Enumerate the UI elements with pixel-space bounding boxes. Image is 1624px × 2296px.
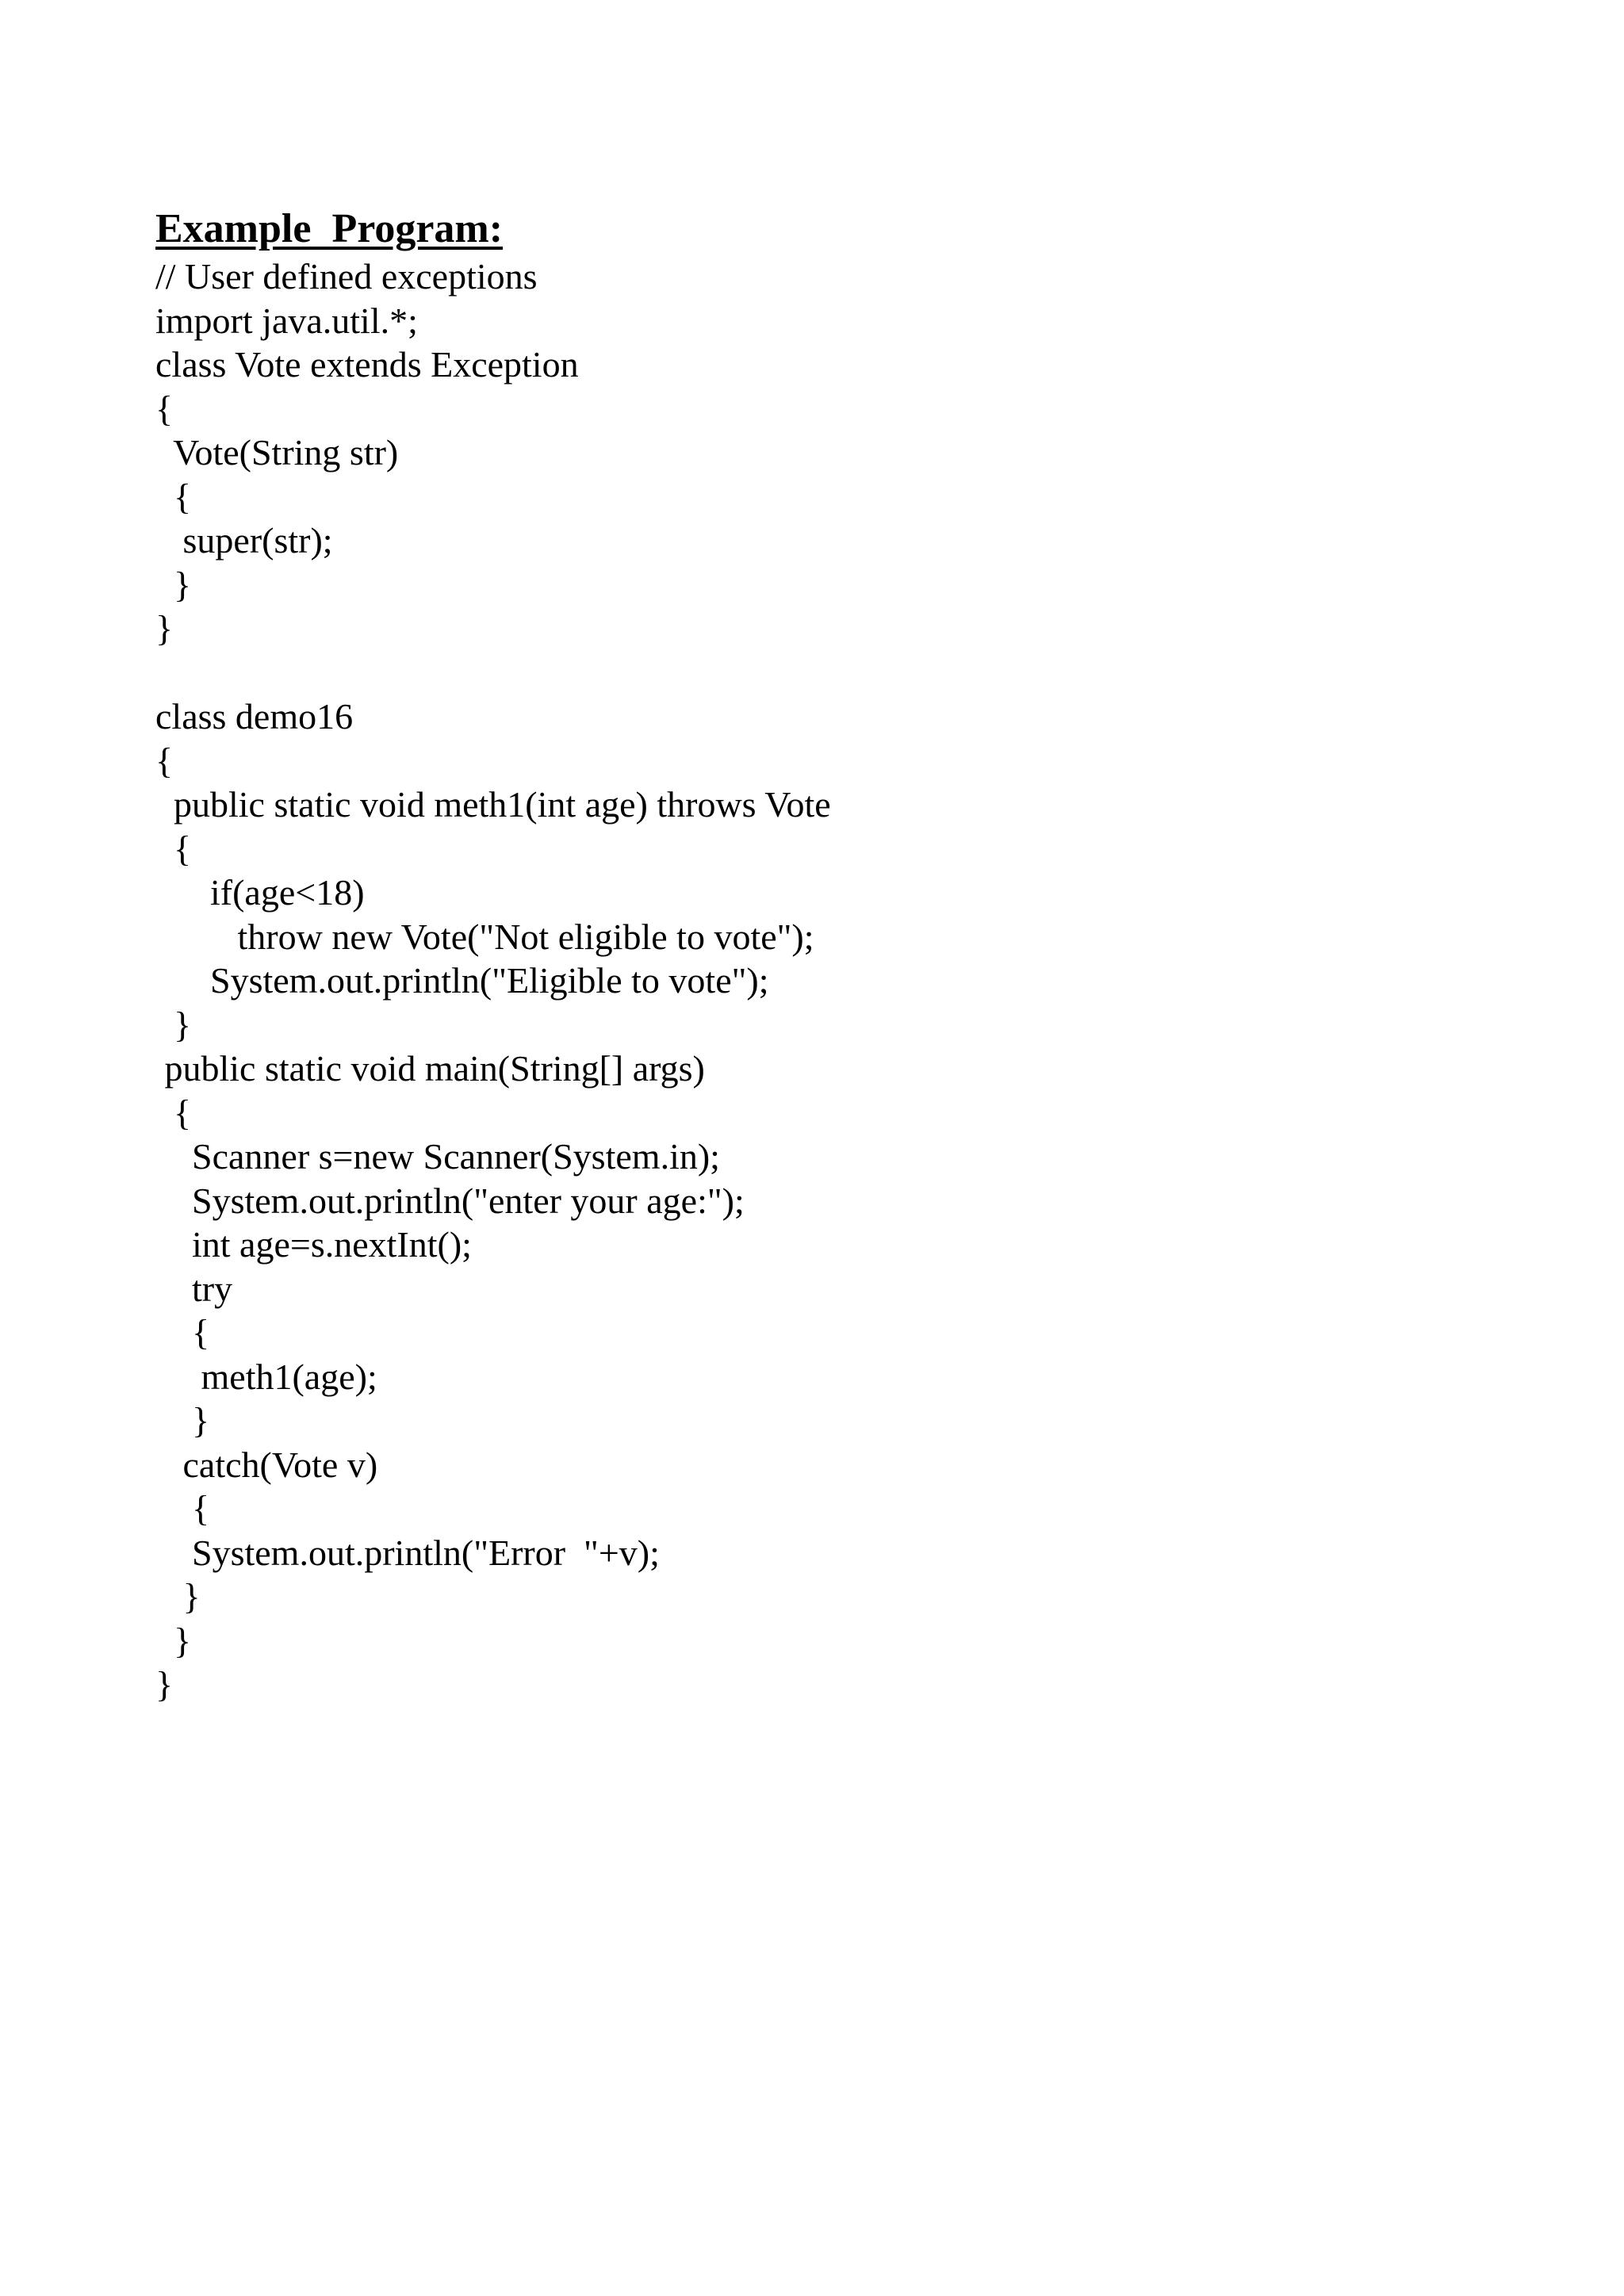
code-line: }	[155, 1400, 210, 1441]
code-line: {	[155, 476, 192, 517]
code-line: }	[155, 608, 174, 649]
code-line: class demo16	[155, 696, 354, 737]
code-line: Vote(String str)	[155, 432, 399, 473]
code-line: {	[155, 1488, 210, 1529]
code-line: System.out.println("enter your age:");	[155, 1180, 745, 1221]
code-line: }	[155, 1664, 174, 1705]
code-line: catch(Vote v)	[155, 1444, 378, 1485]
code-line: if(age<18)	[155, 872, 365, 913]
code-line: throw new Vote("Not eligible to vote");	[155, 916, 814, 957]
code-line: {	[155, 828, 192, 869]
code-line: System.out.println("Error "+v);	[155, 1532, 660, 1573]
code-line: System.out.println("Eligible to vote");	[155, 960, 769, 1001]
page-heading: Example Program:	[155, 206, 504, 251]
code-line: meth1(age);	[155, 1356, 377, 1397]
code-line: class Vote extends Exception	[155, 344, 579, 385]
code-line: super(str);	[155, 520, 333, 561]
code-line: int age=s.nextInt();	[155, 1224, 472, 1265]
code-line: {	[155, 388, 174, 429]
code-line: try	[155, 1268, 233, 1309]
code-block	[155, 254, 831, 1707]
code-line: }	[155, 564, 192, 605]
code-line: Scanner s=new Scanner(System.in);	[155, 1136, 720, 1177]
code-line: {	[155, 1312, 210, 1353]
code-line: {	[155, 740, 174, 781]
code-line: public static void meth1(int age) throws Vote	[155, 784, 831, 825]
code-line: }	[155, 1576, 201, 1617]
code-line: // User defined exceptions	[155, 256, 538, 297]
code-line: public static void main(String[] args)	[155, 1048, 705, 1089]
code-line: }	[155, 1620, 192, 1661]
code-line: import java.util.*;	[155, 300, 418, 341]
blank-line	[155, 651, 831, 695]
code-line: }	[155, 1004, 192, 1045]
code-line: {	[155, 1092, 192, 1133]
